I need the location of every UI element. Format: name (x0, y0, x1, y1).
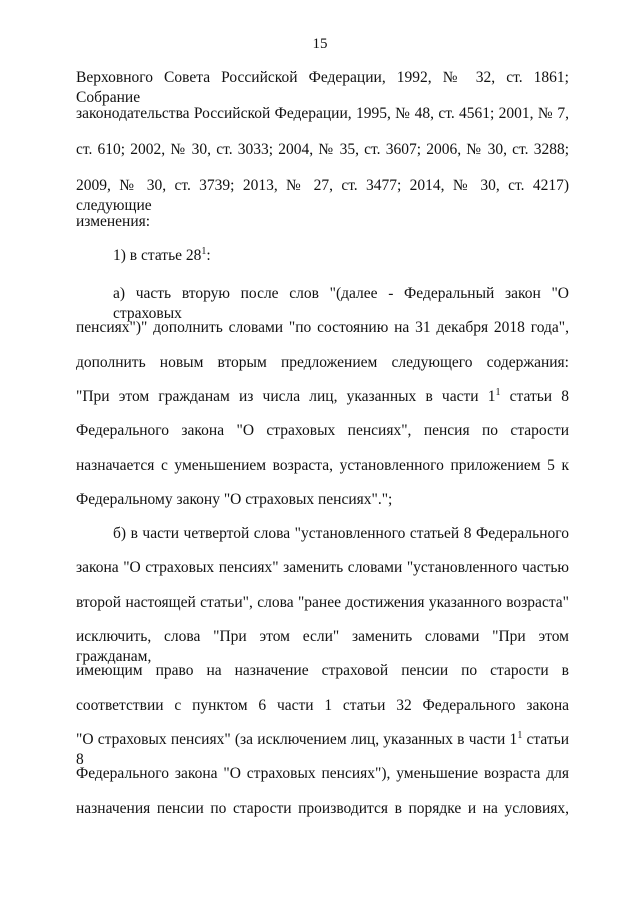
text-run: статьи 8 (76, 731, 569, 768)
text-run: : (206, 247, 211, 264)
text-run: 1) в статье 28 (113, 247, 202, 264)
text-run: "При этом гражданам из числа лиц, указанных в части 1 (76, 388, 496, 405)
text-line: 2009, № 30, ст. 3739; 2013, № 27, ст. 3477; 2014, № 30, ст. 4217) следующие (76, 177, 569, 214)
text-line: назначения пенсии по старости производится в порядке и на условиях, (76, 800, 569, 817)
superscript: 1 (201, 245, 207, 257)
text-line: а) часть вторую после слов "(далее - Федеральный закон "О страховых (113, 285, 569, 322)
text-line: изменения: (76, 213, 151, 230)
text-line: законодательства Российской Федерации, 1995, № 48, ст. 4561; 2001, № 7, (76, 105, 569, 122)
page-number: 15 (312, 36, 328, 52)
text-line: дополнить новым вторым предложением следующего содержания: (76, 354, 569, 371)
text-line: Верховного Совета Российской Федерации, 1992, № 32, ст. 1861; Собрание (76, 69, 569, 106)
text-line: исключить, слова "При этом если" заменить словами "При этом гражданам, (76, 628, 569, 665)
item-heading (113, 246, 569, 266)
text-run: статьи 8 (500, 388, 569, 405)
text-line (76, 387, 569, 407)
text-run: "О страховых пенсиях" (за исключением лиц, указанных в части 1 (76, 731, 518, 748)
text-line: ст. 610; 2002, № 30, ст. 3033; 2004, № 35, ст. 3607; 2006, № 30, ст. 3288; (76, 141, 569, 158)
text-line: Федерального закона "О страховых пенсиях", пенсия по старости (76, 422, 569, 439)
text-line: имеющим право на назначение страховой пенсии по старости в (76, 662, 569, 679)
superscript: 1 (517, 729, 523, 741)
text-line: закона "О страховых пенсиях" заменить словами "установленного частью (76, 559, 569, 576)
text-line: Федеральному закону "О страховых пенсиях"."; (76, 491, 393, 508)
superscript: 1 (495, 386, 501, 398)
text-line: назначается с уменьшением возраста, установленного приложением 5 к (76, 457, 569, 474)
text-line: второй настоящей статьи", слова "ранее достижения указанного возраста" (76, 594, 569, 611)
text-line: б) в части четвертой слова "установленного статьей 8 Федерального (113, 525, 569, 542)
text-line: Федерального закона "О страховых пенсиях"), уменьшение возраста для (76, 765, 569, 782)
text-line: пенсиях")" дополнить словами "по состоянию на 31 декабря 2018 года", (76, 319, 569, 336)
text-line: соответствии с пунктом 6 части 1 статьи 32 Федерального закона (76, 697, 569, 714)
